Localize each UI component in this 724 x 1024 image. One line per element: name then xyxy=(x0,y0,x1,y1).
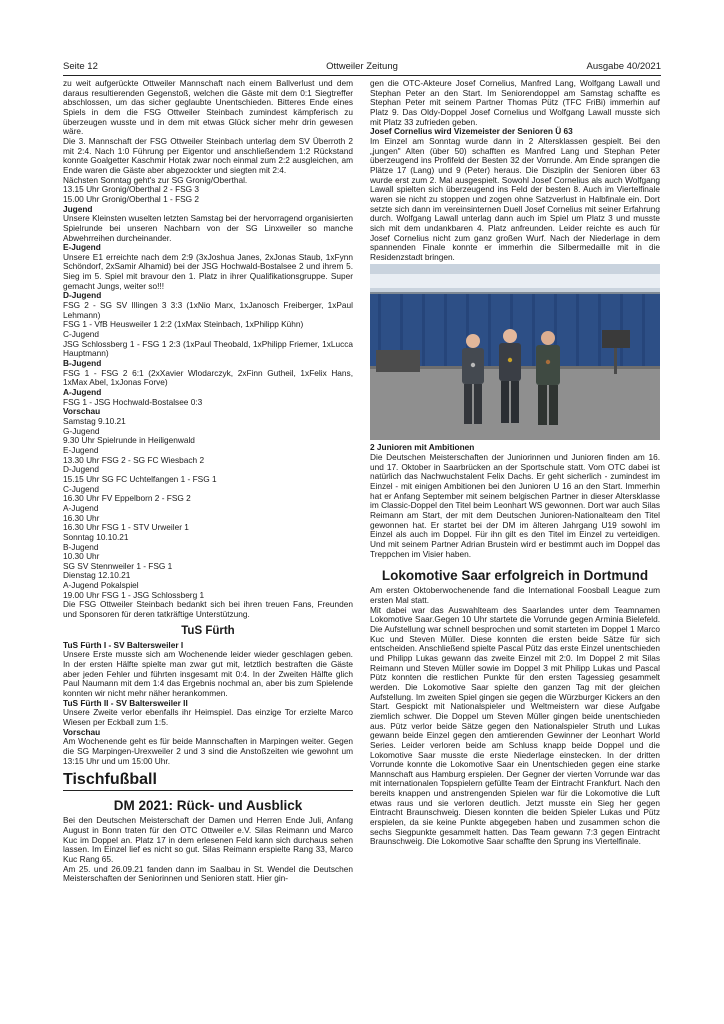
right-column xyxy=(370,79,660,847)
paragraph: Unsere Zweite verlor ebenfalls ihr Heimspiel. Das einzige Tor erzielte Marco Wiesen per Eckball zum 1:5. xyxy=(63,707,353,727)
schedule-line: 16.30 Uhr FV Eppelborn 2 - FSG 2 xyxy=(63,493,191,504)
schedule-line: 13.30 Uhr FSG 2 - SG FC Wiesbach 2 xyxy=(63,454,205,465)
paragraph: zu weit aufgerückte Ottweiler Mannschaft nach einem Ballverlust und dem daraus resultierenden Gegenstoß, welchen die Gäste mit dem 0:1 Siegtreffer abschlossen, um das sicher geglaubte Unentschieden. Bitteres Ende eines Spiels in dem die FSG Ottweiler Steinbach zumindest kämpferisch zu überzeugen wusste und in dem mit etwas Glück sicher mehr drin gewesen wäre. xyxy=(63,78,353,137)
newspaper-name: Ottweiler Zeitung xyxy=(326,61,398,72)
schedule-line: 16.30 Uhr xyxy=(63,512,100,523)
subheading: Vorschau xyxy=(63,726,101,737)
schedule-line: A-Jugend xyxy=(63,502,99,513)
issue-number: Ausgabe 40/2021 xyxy=(586,61,661,72)
schedule-line: Sonntag 10.10.21 xyxy=(63,531,129,542)
schedule-line: G-Jugend xyxy=(63,425,100,436)
section-heading: Tischfußball xyxy=(63,771,157,789)
paragraph: JSG Schlossberg 1 - FSG 1 2:3 (1xPaul Theobald, 1xPhilipp Friemer, 1xLucca Hauptmann) xyxy=(63,338,353,359)
schedule-line: Dienstag 12.10.21 xyxy=(63,570,131,581)
paragraph: FSG 1 - JSG Hochwald-Bostalsee 0:3 xyxy=(63,396,203,407)
subheading: TuS Fürth I - SV Baltersweiler I xyxy=(63,639,184,650)
subheading: Vorschau xyxy=(63,406,101,417)
page-number: Seite 12 xyxy=(63,61,98,72)
paragraph: FSG 1 - FSG 2 6:1 (2xXavier Wlodarczyk, 2xFinn Gutheil, 1xFelix Hans, 1xMax Abel, 1xJonas Forve) xyxy=(63,367,353,388)
section-rule xyxy=(63,790,353,791)
schedule-line: D-Jugend xyxy=(63,464,99,475)
subheading: 2 Junioren mit Ambitionen xyxy=(370,442,475,453)
schedule-line: C-Jugend xyxy=(63,483,99,494)
paragraph: Am ersten Oktoberwochenende fand die International Foosball League zum ersten Mal statt. xyxy=(370,585,660,605)
schedule-line: 10.30 Uhr xyxy=(63,551,100,562)
paragraph: Mit dabei war das Auswahlteam des Saarlandes unter dem Teamnamen Lokomotive Saar.Gegen 10 Uhr startete die Vorrunde gegen Arminia Bielefeld. Die Aufstellung war schnell besprochen und somit starteten im Doppel 1 Marco Kuc und Steven Müller. Diese konnten die ersten beide Sätze für sich entscheiden. Anschließend spielte Pascal Pütz das erste Einzel unentschieden und Philipp Lukas gewann das zweite Einzel mit 2:0. Im Doppel 2 mit Silas Reimann und Steven Müller sowie im Doppel 3 mit Philipp Lukas und Pascal Pütz konnten die restlichen Punkte für den ersten Tagessieg gesammelt werden. Die Lokomotive Saar spielte den ganzen Tag mit der gleichen Aufstellung. Im zweiten Spiel gingen sie gegen die Würzburger Kickers an den Start. Gespickt mit Nationalspieler und Weltmeistern war diese Aufgabe ziemlich schwer. Die Doppel um Steven Müller gingen beide unentschieden aus. Pütz verlor beide Sätze gegen den Nationalspieler Struth und Lukas gewann beide Einzel gegen den amtierenden Gewinner der Leonhart World Series. Leider verloren beide am Schluss knapp beide Doppel und die Lokomotive Saar musste die erste Niederlage einstecken. In der dritten Vorrunde konnte die Lokomotive Saar ein Unentschieden gegen eine starke Mannschaft aus Hamburg erspielen. Der Gegner der vierten Vorrunde war das mit internationalen Topspielern gefüllte Team der Eintracht Frankfurt. Nach den bereits knappen und anstrengenden Spielen war für die Lokomotive die Luft etwas raus und sie verloren deutlich. Jetzt musste ein Sieg her gegen Eintracht Braunschweig. Diesen konnten die beiden Spieler Lukas und Pütz erspielen, da sie keine Punkte abgegeben haben und zusammen schon die sechs Siegpunkte gesammelt hatten. Das Team gewann 7:3 gegen Eintracht Braunschweig. Die Lokomotive Saar schaffte den Sprung ins Viertelfinale. xyxy=(370,604,660,847)
paragraph: Unsere Erste musste sich am Wochenende leider wieder geschlagen geben. In der ersten Hälfte spielte man zwar gut mit, letztlich bestraften die Gäste aber jeden Fehler und führten insgesamt mit 0:4. In der Zweiten Hälfte glich Paul Naumann mit dem 1:4 das Ergebnis nochmal an, aber bis zum Spielende konnten wir nicht mehr näher herankommen. xyxy=(63,649,353,699)
paragraph: Nächsten Sonntag geht's zur SG Gronig/Oberthal. xyxy=(63,174,248,185)
photo-illustration xyxy=(370,264,660,440)
paragraph: FSG 1 - VfB Heusweiler 1 2:2 (1xMax Steinbach, 1xPhilipp Kühn) xyxy=(63,319,304,330)
subheading: Josef Cornelius wird Vizemeister der Senioren Ü 63 xyxy=(370,126,573,137)
subheading: B-Jugend xyxy=(63,358,102,369)
schedule-line: SG SV Stennweiler 1 - FSG 1 xyxy=(63,560,173,571)
paragraph: Am 25. und 26.09.21 fanden dann im Saalbau in St. Wendel die Deutschen Meisterschaften der Seniorinnen und Senioren statt. Hier gin- xyxy=(63,863,353,884)
schedule-line: A-Jugend Pokalspiel xyxy=(63,580,139,591)
paragraph: Die FSG Ottweiler Steinbach bedankt sich bei ihren treuen Fans, Freunden und Sponsoren für deren tatkräftige Unterstützung. xyxy=(63,599,353,620)
schedule-line: 16.30 Uhr FSG 1 - STV Urweiler 1 xyxy=(63,522,189,533)
paragraph: Die 3. Mannschaft der FSG Ottweiler Steinbach unterlag dem SV Überroth 2 mit 2:4. Nach 1:0 Führung per Eigentor und anschließendem 1:2 Rückstand konnte Goalgetter Kaschmir Hotak zwar noch einmal zum 2:2 ausgleichen, am Ende waren die Gäste aber abgezockter und siegten mit 2:4. xyxy=(63,135,353,175)
header-rule xyxy=(63,75,661,76)
schedule-line: 19.00 Uhr FSG 1 - JSG Schlossberg 1 xyxy=(63,589,205,600)
paragraph: Am Wochenende geht es für beide Mannschaften in Marpingen weiter. Gegen die SG Marpingen-Urexweiler 2 und 3 sind die Anstoßzeiten wie gewohnt um 13:15 Uhr und um 15:00 Uhr. xyxy=(63,736,353,766)
paragraph: C-Jugend xyxy=(63,329,99,340)
paragraph: gen die OTC-Akteure Josef Cornelius, Manfred Lang, Wolfgang Lawall und Stephan Peter an den Start. Im Seniorendoppel am Samstag schaffte es Stephan Peter mit seinem Partner Thomas Pütz (TFC FriBi) immerhin auf Platz 9. Das Oldy-Doppel Josef Cornelius und Wolfgang Lawall musste sich mit Platz 33 zufrieden geben. xyxy=(370,78,660,127)
schedule-line: 9.30 Uhr Spielrunde in Heiligenwald xyxy=(63,435,195,446)
paragraph: Bei den Deutschen Meisterschaft der Damen und Herren Ende Juli, Anfang August in Bonn traten für den OTC Ottweiler e.V. Silas Reimann und Marco Kuc im Doppel an. Platz 17 in dem erlesenen Feld kann sich durchaus sehen lassen. Im Einzel lief es nicht so gut. Silas Reimann erspielte Rang 33, Marco Kuc Rang 65. xyxy=(63,815,353,864)
left-column xyxy=(63,79,353,884)
schedule-line: E-Jugend xyxy=(63,444,99,455)
paragraph: Unsere Kleinsten wuselten letzten Samstag bei der hervorragend organisierten Spielrunde bei unseren Nachbarn von der SG Linxweiler so manche Abwehrreihen durcheinander. xyxy=(63,213,353,243)
tus-heading: TuS Fürth xyxy=(181,624,235,637)
subheading: D-Jugend xyxy=(63,290,102,301)
page-header xyxy=(63,60,661,74)
subheading: TuS Fürth II - SV Baltersweiler II xyxy=(63,697,188,708)
subheading: Jugend xyxy=(63,203,93,214)
schedule-line: 15.15 Uhr SG FC Uchtelfangen 1 - FSG 1 xyxy=(63,473,217,484)
paragraph: 15.00 Uhr Gronig/Oberthal 1 - FSG 2 xyxy=(63,193,200,204)
paragraph: FSG 2 - SG SV Illingen 3 3:3 (1xNio Marx, 1xJanosch Freiberger, 1xPaul Lehmann) xyxy=(63,300,353,320)
paragraph: 13.15 Uhr Gronig/Oberthal 2 - FSG 3 xyxy=(63,184,200,195)
subheading: E-Jugend xyxy=(63,242,101,253)
paragraph: Im Einzel am Sonntag wurde dann in 2 Altersklassen gespielt. Bei den „jungen" Alten (über 50) schafften es Manfred Lang und Stephan Peter überzeugend ins Profifeld der Besten 32 der Vorrunde. Am Ende sprangen die Plätze 17 (Lang) und 9 (Peter) heraus. Die Disziplin der Senioren über 63 wurde erst zum 2. Mal ausgespielt. Sowohl Josef Cornelius als auch Wolfgang Lawall spielten sich überzeugend ins Feld der besten 8. Auch im Viertelfinale waren sie nicht zu stoppen und zogen ohne Satzverlust in Halbfinale ein. Dort setzte sich dann im vereinsinternen Duell Josef Cornelius mit seiner Erfahrung durch. Wolfgang Lawall unterlag dann auch im Spiel um Platz 3 und musste sich mit dem undankbaren 4. Platz anfreunden. Leider reichte es auch für Josef Cornelius nicht zum ganz großen Wurf. Nach der Niederlage in dem spannenden Finale konnte er immerhin die Silbermedaille mit in die Residenzstadt bringen. xyxy=(370,135,660,262)
subheading: A-Jugend xyxy=(63,387,102,397)
paragraph: Unsere E1 erreichte nach dem 2:9 (3xJoshua Janes, 2xJonas Staub, 1xFynn Schöndorf, 2xSamir Alhamid) bei der JSG Hochwald-Bostalsee 2 und ihrem 5. Sieg im 5. Spiel mit bravour den 1. Platz in ihrer Qualifikationsgruppe. Super gemacht Jungs, weiter so!!! xyxy=(63,251,353,291)
schedule-line: B-Jugend xyxy=(63,541,99,552)
team-photo xyxy=(370,264,660,440)
article-heading: Lokomotive Saar erfolgreich in Dortmund xyxy=(381,568,649,584)
article-heading: DM 2021: Rück- und Ausblick xyxy=(113,798,303,814)
paragraph: Die Deutschen Meisterschaften der Juniorinnen und Junioren finden am 16. und 17. Oktober in Saarbrücken an der Sportschule statt. Vom OTC dabei ist natürlich das Nachwuchstalent Felix Dachs. Er geht sicherlich - zumindest im Einzel - mit einigen Ambitionen bei den Junioren U 16 an den Start. Immerhin hat er Anfang September mit seinem belgischen Partner in dieser Altersklasse im Classic-Doppel den Titel beim Leonhart WS gewonnen. Dort war auch Silas Reimann am Start, der mit dem Deutschen Junioren-Nationalteam den Titel gewonnen hat. Er startet bei der DM im älteren Jahrgang U19 sowohl im Einzel als auch im Doppel. Für ihn gilt es den Titel im Einzel zu verteidigen. Und mit seinem Partner Adrian Brustein wird er bestimmt auch im Doppel das Treppchen im Visier haben. xyxy=(370,452,660,559)
schedule-list xyxy=(63,417,353,600)
schedule-line: Samstag 9.10.21 xyxy=(63,415,126,426)
